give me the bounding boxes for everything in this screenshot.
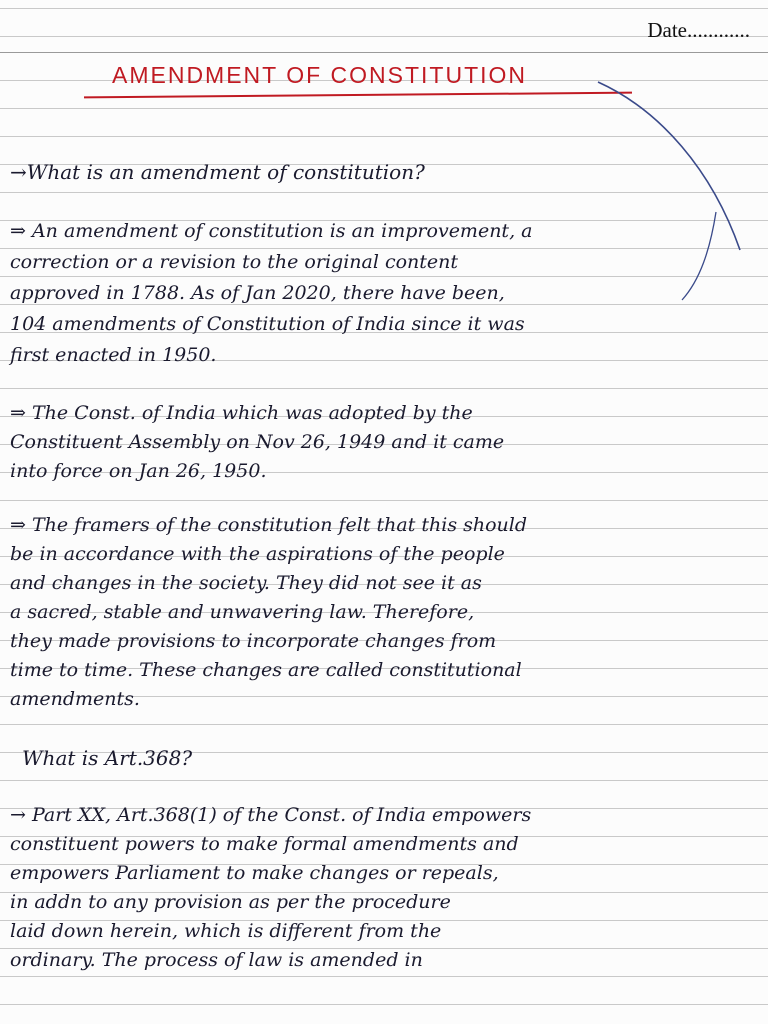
paragraph-line: be in accordance with the aspirations of the people xyxy=(10,543,505,565)
paragraph-line: into force on Jan 26, 1950. xyxy=(10,460,267,482)
question-amendment: →What is an amendment of constitution? xyxy=(10,160,425,184)
paragraph-line: a sacred, stable and unwavering law. Therefore, xyxy=(10,601,475,623)
paragraph-line: correction or a revision to the original content xyxy=(10,251,459,273)
paragraph-line: 104 amendments of Constitution of India since it was xyxy=(10,313,525,335)
question-art-368: What is Art.368? xyxy=(22,746,193,770)
paragraph-line: time to time. These changes are called constitutional xyxy=(10,659,522,681)
paragraph-line: ⇒ The framers of the constitution felt that this should xyxy=(10,514,528,536)
paragraph-line: Constituent Assembly on Nov 26, 1949 and it came xyxy=(10,431,505,453)
paragraph-line: and changes in the society. They did not see it as xyxy=(10,572,482,594)
paragraph-line: constituent powers to make formal amendments and xyxy=(10,833,519,855)
paragraph-line: first enacted in 1950. xyxy=(10,344,217,366)
paragraph-line: they made provisions to incorporate changes from xyxy=(10,630,497,652)
paragraph-line: amendments. xyxy=(10,688,140,710)
paragraph-line: ⇒ An amendment of constitution is an improvement, a xyxy=(10,220,533,242)
paragraph-line: approved in 1788. As of Jan 2020, there have been, xyxy=(10,282,505,304)
paragraph-line: in addn to any provision as per the procedure xyxy=(10,891,451,913)
paragraph-line: laid down herein, which is different from the xyxy=(10,920,442,942)
page-title: AMENDMENT OF CONSTITUTION xyxy=(112,62,528,88)
paragraph-line: empowers Parliament to make changes or repeals, xyxy=(10,862,499,884)
paragraph-line: ⇒ The Const. of India which was adopted by the xyxy=(10,402,473,424)
paragraph-line: → Part XX, Art.368(1) of the Const. of India empowers xyxy=(10,804,532,826)
paragraph-line: ordinary. The process of law is amended in xyxy=(10,949,423,971)
date-label: Date............ xyxy=(647,18,750,42)
